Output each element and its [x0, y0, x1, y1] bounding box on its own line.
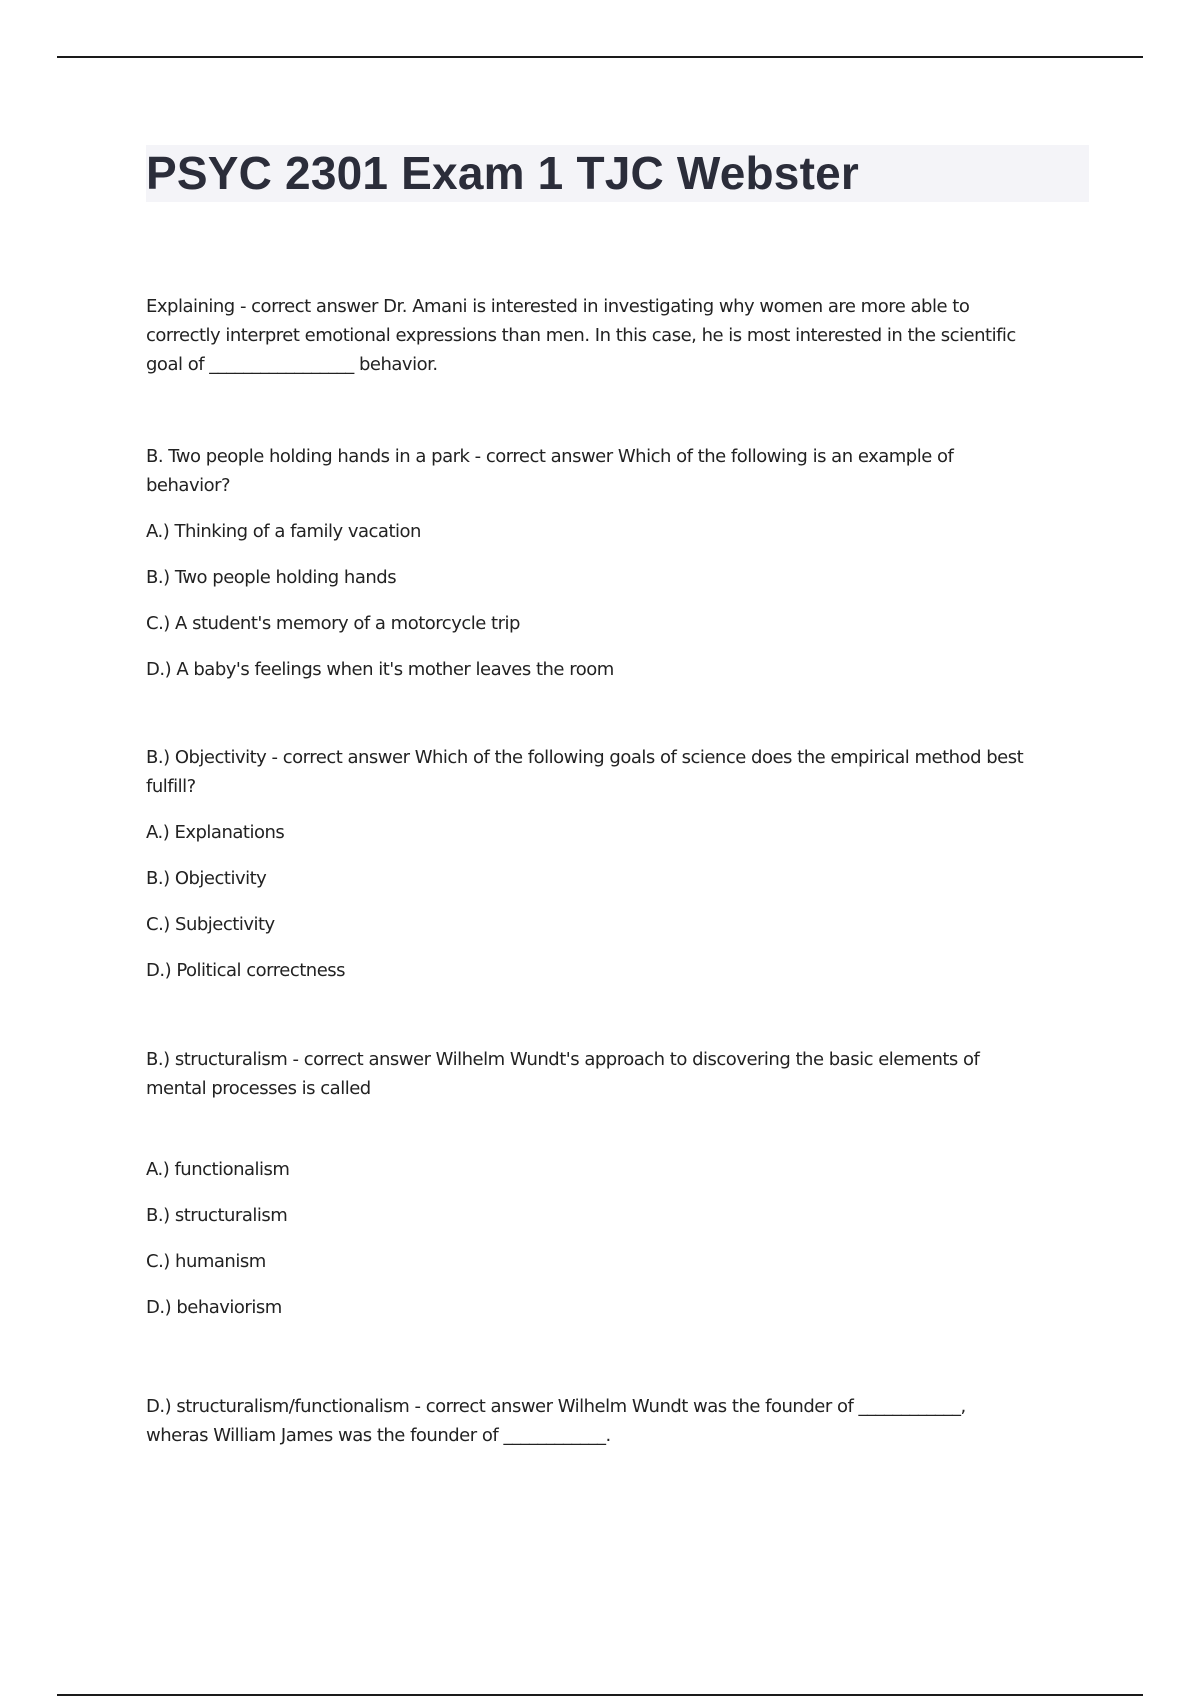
answer-option: B.) Objectivity — [146, 868, 267, 889]
answer-options — [146, 1155, 979, 1322]
question-text-line: B.) structuralism - correct answer Wilhelm Wundt's approach to discovering the basic elements of — [146, 1049, 980, 1070]
question-text-line: correctly interpret emotional expressions than men. In this case, he is most interested in the scientific — [146, 325, 1016, 346]
answer-option: D.) A baby's feelings when it's mother leaves the room — [146, 659, 614, 680]
question-text-line: Explaining - correct answer Dr. Amani is interested in investigating why women are more able to — [146, 296, 970, 317]
answer-option: B.) Two people holding hands — [146, 567, 397, 588]
answer-option: A.) functionalism — [146, 1159, 290, 1180]
question-text-line: wheras William James was the founder of ____________. — [146, 1425, 611, 1446]
question-text-line: goal of _________________ behavior. — [146, 354, 438, 375]
top-rule — [57, 56, 1143, 58]
question-text-line: behavior? — [146, 475, 231, 496]
question-5 — [146, 1392, 966, 1450]
answer-option: D.) Political correctness — [146, 960, 346, 981]
answer-option: C.) A student's memory of a motorcycle trip — [146, 613, 520, 634]
answer-option: C.) humanism — [146, 1251, 266, 1272]
question-1 — [146, 292, 1016, 379]
question-text-line: B.) Objectivity - correct answer Which of the following goals of science does the empirical method best — [146, 747, 1024, 768]
question-text-line: D.) structuralism/functionalism - correct answer Wilhelm Wundt was the founder of ____________, — [146, 1396, 966, 1417]
answer-option: C.) Subjectivity — [146, 914, 275, 935]
question-4 — [146, 1045, 979, 1322]
answer-option: A.) Thinking of a family vacation — [146, 521, 421, 542]
answer-option: D.) behaviorism — [146, 1297, 282, 1318]
document-title: PSYC 2301 Exam 1 TJC Webster — [146, 147, 859, 199]
question-text-line: B. Two people holding hands in a park - correct answer Which of the following is an example of — [146, 446, 954, 467]
question-3 — [146, 743, 1023, 985]
answer-option: A.) Explanations — [146, 822, 285, 843]
bottom-rule — [57, 1694, 1143, 1696]
question-text-line: mental processes is called — [146, 1078, 371, 1099]
question-text-line: fulfill? — [146, 776, 196, 797]
question-2 — [146, 442, 953, 684]
answer-option: B.) structuralism — [146, 1205, 288, 1226]
